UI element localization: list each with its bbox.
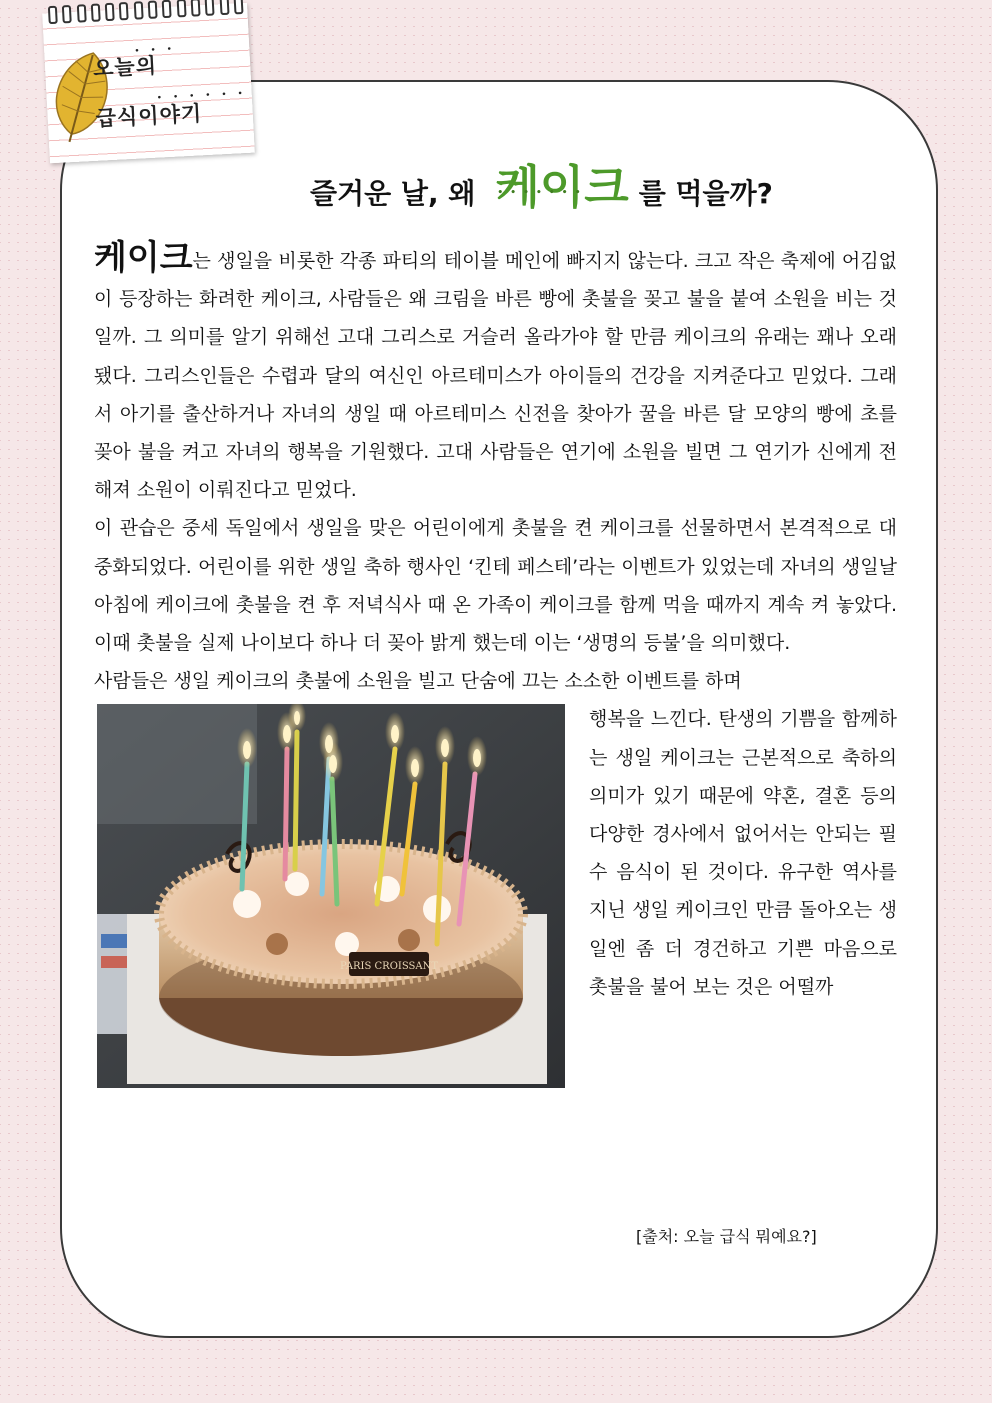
title-after: 를 먹을까? [638,177,773,210]
note-dots-2: • • • • • • [156,88,248,104]
title-before: 즐거운 날, 왜 [310,177,476,210]
cake-plaque-text: PARIS CROISSANT [339,961,439,973]
page-title [310,152,773,212]
corner-notepad [42,3,255,164]
paragraph-3-intro: 사람들은 생일 케이크의 촛불에 소원을 빌고 단숨에 끄는 소소한 이벤트를 하며 [94,670,742,693]
paragraph-1-text: 는 생일을 비롯한 각종 파티의 테이블 메인에 빠지지 않는다. 크고 작은 축제에 어김없이 등장하는 화려한 케이크, 사람들은 왜 크림을 바른 빵에 촛불을 꽂고 불을 붙여 소원을 비는 것일까. 그 의미를 알기 위해선 고대 그리스로 거슬러 올라가야 할 만큼 케이크의 유래는 꽤나 오래됐다. 그리스인들은 수렵과 달의 여신인 아르테미스가 아이들의 건강을 지켜준다고 믿었다. 그래서 아기를 출산하거나 자녀의 생일 때 아르테미스 신전을 찾아가 꿀을 바른 달 모양의 빵에 초를 꽂아 불을 켜고 자녀의 행복을 기원했다. 고대 사람들은 연기에 소원을 빌면 그 연기가 신에게 전해져 소원이 이뤄진다고 믿었다. [94,250,897,502]
note-dots-1: • • • [134,44,177,57]
note-title-line-2: 급식이야기 [95,101,203,131]
source-citation: [출처: 오늘 급식 뭐예요?] [636,1227,817,1246]
paragraph-1 [94,238,897,509]
article-body [94,238,897,1088]
spiral-binding [48,0,244,22]
title-highlight: 케이크 • • • [495,162,628,212]
note-title-line-1: 오늘의 [92,53,158,81]
cake-photo [97,704,565,1088]
lead-word: 케이크 [94,238,193,278]
paragraph-3-text: 행복을 느낀다. 탄생의 기쁨을 함께하는 생일 케이크는 근본적으로 축하의 의미가 있기 때문에 약혼, 결혼 등의 다양한 경사에서 없어서는 안되는 필수 음식이 된 것이다. 유구한 역사를 지닌 생일 케이크인 만큼 돌아오는 생일엔 좀 더 경건하고 기쁜 마음으로 촛불을 불어 보는 것은 어떨까 [589,708,897,998]
paragraph-2: 이 관습은 중세 독일에서 생일을 맞은 어린이에게 촛불을 켠 케이크를 선물하면서 본격적으로 대중화되었다. 어린이를 위한 생일 축하 행사인 ‘킨테 페스테’라는 이벤트가 있었는데 자녀의 생일날 아침에 케이크에 촛불을 켠 후 저녁식사 때 온 가족이 케이크를 함께 먹을 때까지 계속 켜 놓았다. 이때 촛불을 실제 나이보다 하나 더 꽂아 밝게 했는데 이는 ‘생명의 등불’을 의미했다. [94,517,897,655]
birthday-cake-image [97,704,565,1088]
